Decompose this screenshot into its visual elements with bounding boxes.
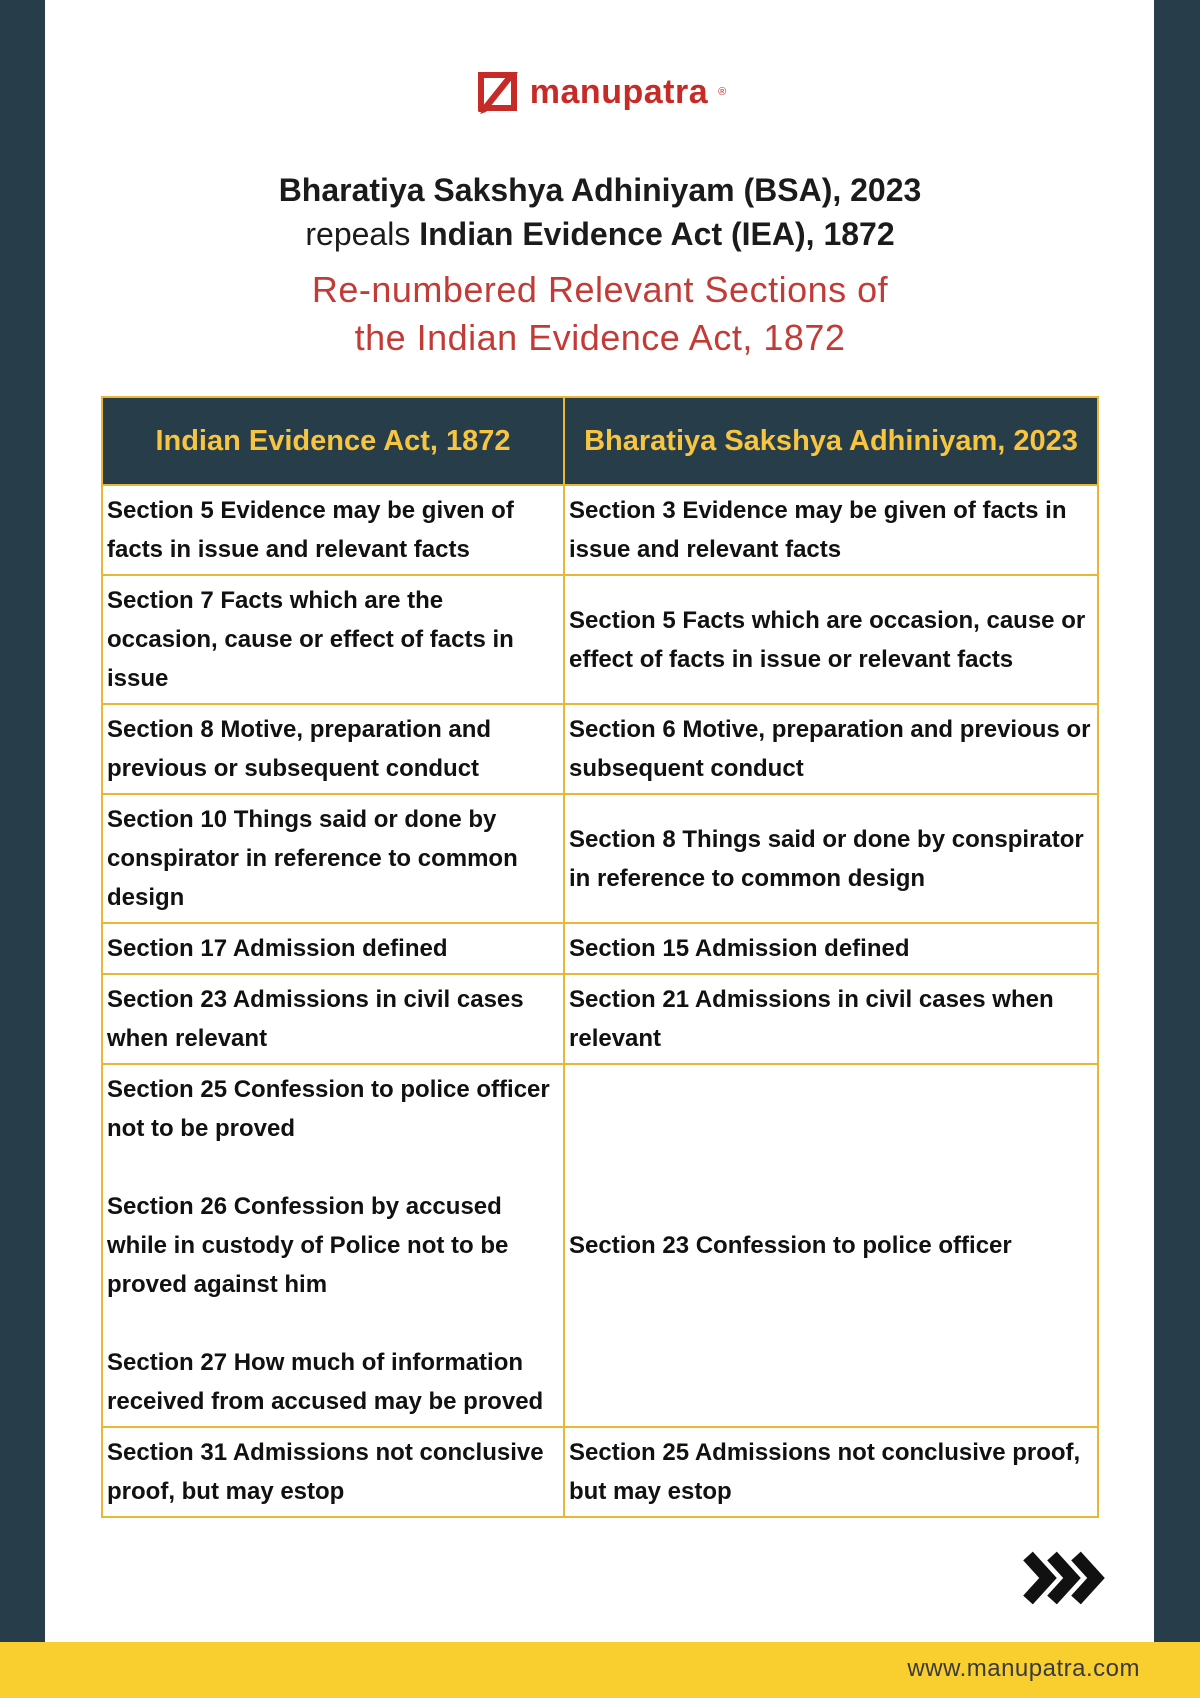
table-row: [102, 704, 1098, 794]
footer-bar: [0, 1642, 1200, 1698]
iea-cell: [102, 923, 564, 974]
bsa-cell: Section 3 Evidence may be given of facts in issue and relevant facts: [564, 485, 1098, 575]
website-link[interactable]: www.manupatra.com: [907, 1655, 1140, 1682]
iea-section: Section 5 Evidence may be given of facts in issue and relevant facts: [107, 497, 514, 563]
subtitle-line-1: Re-numbered Relevant Sections of: [311, 269, 889, 310]
iea-cell: [102, 1427, 564, 1517]
table-row: [102, 485, 1098, 575]
bsa-cell: Section 25 Admissions not conclusive proof, but may estop: [564, 1427, 1098, 1517]
bsa-cell: Section 5 Facts which are occasion, cause or effect of facts in issue or relevant facts: [564, 575, 1098, 704]
registered-mark: ®: [718, 86, 727, 98]
table-row: [102, 1427, 1098, 1517]
iea-cell: [102, 704, 564, 794]
sections-comparison-table: [101, 396, 1099, 1518]
subtitle-line-2: the Indian Evidence Act, 1872: [354, 317, 846, 358]
iea-section: Section 10 Things said or done by conspirator in reference to common design: [107, 806, 518, 911]
iea-section: Section 23 Admissions in civil cases when relevant: [107, 986, 524, 1052]
iea-section: Section 31 Admissions not conclusive proof, but may estop: [107, 1439, 544, 1505]
table-row: [102, 575, 1098, 704]
bsa-cell: Section 21 Admissions in civil cases when relevant: [564, 974, 1098, 1064]
iea-section: Section 7 Facts which are the occasion, cause or effect of facts in issue: [107, 587, 514, 692]
table-row: [102, 974, 1098, 1064]
bsa-cell: Section 8 Things said or done by conspirator in reference to common design: [564, 794, 1098, 923]
iea-cell: [102, 1064, 564, 1427]
bsa-cell: Section 6 Motive, preparation and previous or subsequent conduct: [564, 704, 1098, 794]
brand-name: manupatra: [529, 72, 709, 111]
brand-logo: [0, 68, 1200, 121]
iea-section: Section 27 How much of information received from accused may be proved: [107, 1349, 544, 1415]
iea-section: Section 17 Admission defined: [107, 935, 448, 962]
iea-cell: [102, 974, 564, 1064]
iea-section: Section 25 Confession to police officer not to be proved: [107, 1076, 550, 1142]
iea-cell: [102, 485, 564, 575]
iea-section: Section 8 Motive, preparation and previous or subsequent conduct: [107, 716, 492, 782]
header-iea: Indian Evidence Act, 1872: [102, 397, 564, 485]
iea-cell: [102, 794, 564, 923]
table-header-row: [102, 397, 1098, 485]
next-arrows-icon[interactable]: [1022, 1548, 1108, 1608]
subtitle: [0, 266, 1200, 362]
iea-cell: [102, 575, 564, 704]
bsa-cell: Section 23 Confession to police officer: [564, 1064, 1098, 1427]
bsa-cell: Section 15 Admission defined: [564, 923, 1098, 974]
table-row: [102, 794, 1098, 923]
table-row: [102, 923, 1098, 974]
section-spacer: [107, 1304, 558, 1343]
title-repealed-act: Indian Evidence Act (IEA), 1872: [419, 216, 895, 252]
manupatra-logo-icon: [474, 68, 522, 116]
table-row: [102, 1064, 1098, 1427]
section-spacer: [107, 1148, 558, 1187]
title-repeals-word: repeals: [305, 216, 411, 252]
title-block: [0, 168, 1200, 362]
page-title: Bharatiya Sakshya Adhiniyam (BSA), 2023: [278, 172, 922, 208]
page-title-line-2: [0, 212, 1200, 256]
header-bsa: Bharatiya Sakshya Adhiniyam, 2023: [564, 397, 1098, 485]
iea-section: Section 26 Confession by accused while in custody of Police not to be proved against him: [107, 1193, 509, 1298]
